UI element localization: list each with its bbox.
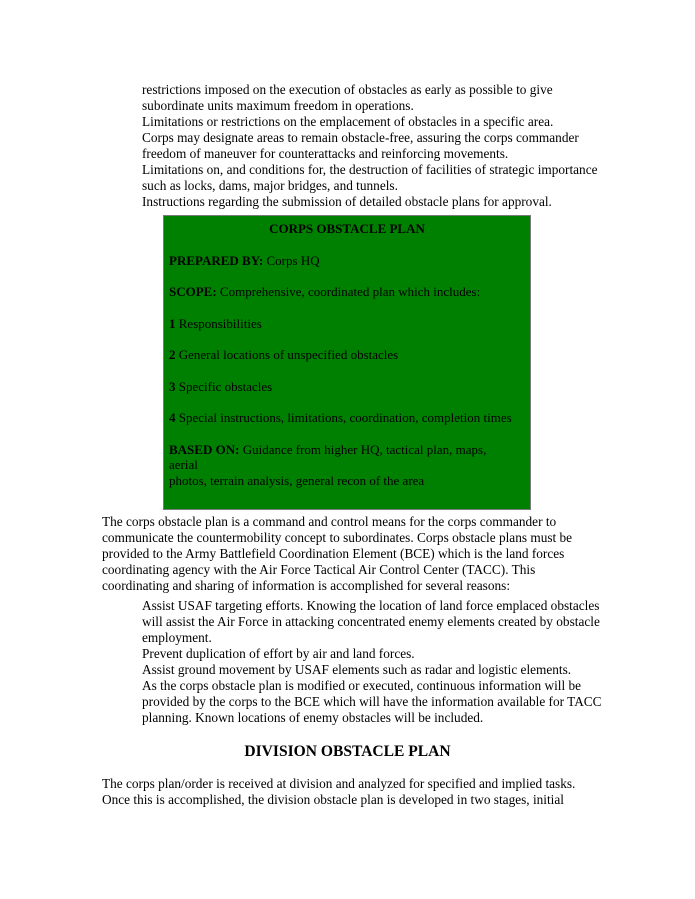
reasons-list-item: As the corps obstacle plan is modified or executed, continuous information will be provided by the corps to the BCE which will have the information available for TACC planning. Known locations of enemy obstacles will be included. (142, 678, 602, 725)
scope-value: Comprehensive, coordinated plan which includes: (216, 284, 481, 299)
scope-item (169, 316, 525, 332)
scope-item-text: Special instructions, limitations, coordination, completion times (175, 410, 512, 425)
reasons-list-item: Prevent duplication of effort by air and land forces. (142, 646, 415, 661)
intro-list-item: restrictions imposed on the execution of obstacles as early as possible to give subordinate units maximum freedom in operations. (142, 82, 553, 113)
based-on-line-3: photos, terrain analysis, general recon of the area (169, 472, 425, 488)
scope-item (169, 347, 525, 363)
scope-item (169, 410, 525, 426)
based-on-line-2: aerial (169, 457, 198, 472)
based-on-line-1: Guidance from higher HQ, tactical plan, maps, (239, 441, 487, 457)
scope-item-text: Responsibilities (175, 315, 262, 331)
prepared-by-row (169, 253, 525, 269)
corps-obstacle-plan-box (163, 215, 531, 510)
prepared-by-value: Corps HQ (263, 252, 320, 268)
scope-label: SCOPE: (169, 284, 217, 299)
reasons-list (142, 598, 602, 726)
corps-plan-paragraph: The corps obstacle plan is a command and control means for the corps commander to communicate the countermobility concept to subordinates. Corps obstacle plans must be provided to the Army Battlefield Coordination Element (BCE) which is the land forces coordinating agency with the Air Force Tactical Air Control Center (TACC). This coordinating and sharing of information is accomplished for several reasons: (102, 514, 573, 593)
intro-list-item: Corps may designate areas to remain obstacle-free, assuring the corps commander freedom of maneuver for counterattacks and reinforcing movements. (142, 130, 579, 161)
intro-list-item: Instructions regarding the submission of detailed obstacle plans for approval. (142, 194, 552, 209)
scope-item-text: Specific obstacles (175, 378, 273, 394)
intro-list-item: Limitations or restrictions on the emplacement of obstacles in a specific area. (142, 114, 554, 129)
corps-plan-title: CORPS OBSTACLE PLAN (269, 221, 425, 236)
intro-list-item: Limitations on, and conditions for, the destruction of facilities of strategic importance such as locks, dams, major bridges, and tunnels. (142, 162, 598, 193)
intro-list (142, 82, 602, 210)
reasons-list-item: Assist USAF targeting efforts. Knowing the location of land force emplaced obstacles will assist the Air Force in attacking concentrated enemy elements created by obstacle employment. (142, 598, 600, 645)
scope-item (169, 379, 525, 395)
scope-item-number: 3 (169, 378, 176, 394)
division-plan-paragraph: The corps plan/order is received at division and analyzed for specified and implied tasks. Once this is accomplished, the division obstacle plan is developed in two stages, initial (102, 776, 576, 807)
scope-item-number: 2 (169, 347, 176, 362)
reasons-list-item: Assist ground movement by USAF elements such as radar and logistic elements. (142, 662, 572, 677)
based-on-label: BASED ON: (169, 441, 240, 457)
scope-item-number: 4 (169, 410, 176, 425)
based-on-row (169, 442, 525, 489)
division-plan-heading: DIVISION OBSTACLE PLAN (244, 743, 451, 760)
scope-row (169, 284, 525, 300)
scope-item-number: 1 (169, 315, 176, 331)
prepared-by-label: PREPARED BY: (169, 252, 264, 268)
scope-item-text: General locations of unspecified obstacles (175, 347, 399, 362)
